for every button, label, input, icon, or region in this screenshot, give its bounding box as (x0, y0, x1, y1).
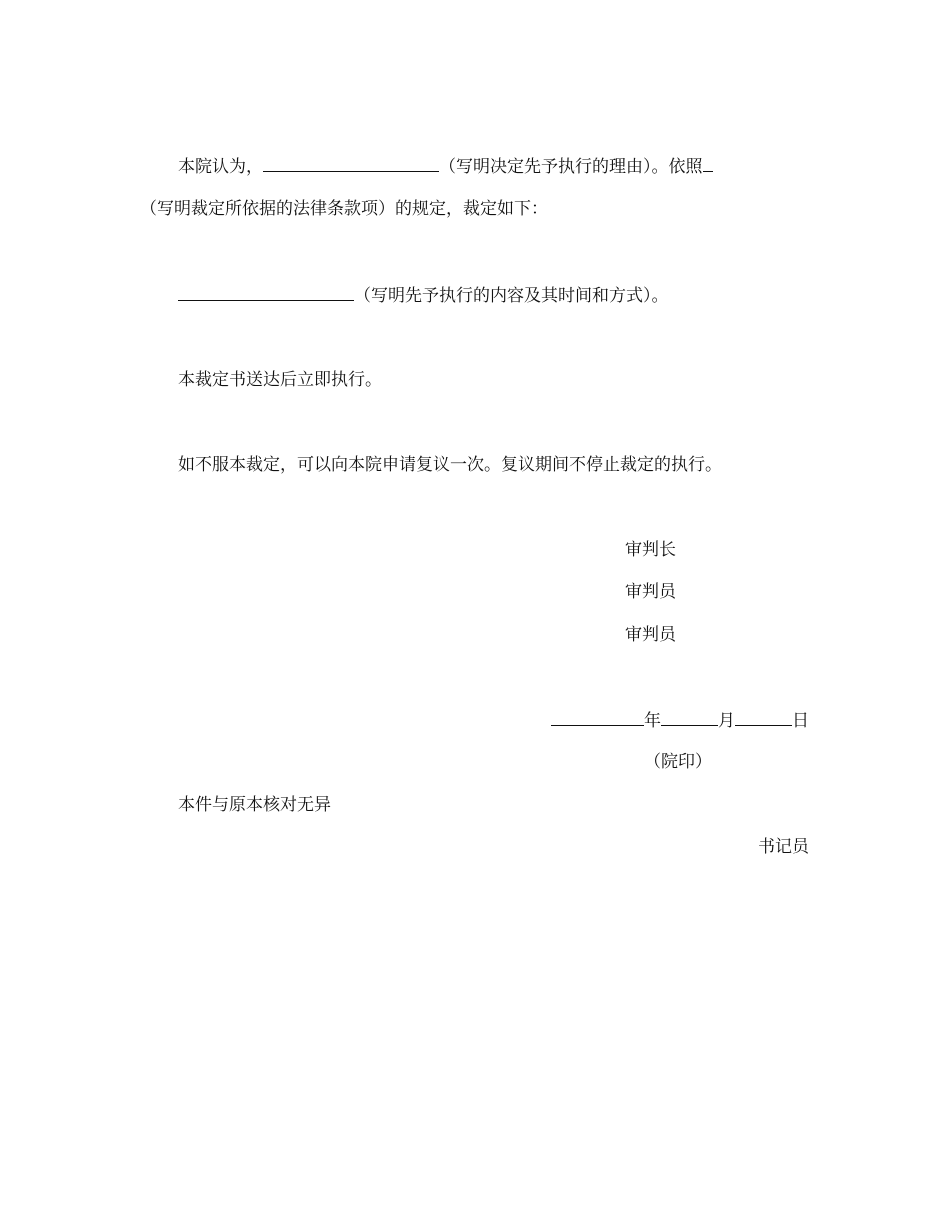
content-line (178, 284, 669, 307)
content-hint: （写明先予执行的内容及其时间和方式）。 (354, 286, 669, 306)
reason-blank (263, 155, 439, 172)
reason-line (178, 155, 713, 178)
basis-blank (703, 155, 713, 172)
basis-line (140, 198, 548, 220)
year-label: 年 (644, 711, 661, 731)
content-blank (178, 284, 354, 301)
reason-hint: （写明决定先予执行的理由）。依照 (439, 157, 703, 177)
reconsideration-statement: 如不服本裁定，可以向本院申请复议一次。复议期间不停止裁定的执行。 (178, 455, 722, 475)
date-line (551, 709, 809, 732)
judge-2-label: 审判员 (625, 625, 676, 645)
day-label: 日 (792, 711, 809, 731)
execution-statement: 本裁定书送达后立即执行。 (178, 370, 382, 390)
month-label: 月 (718, 711, 735, 731)
year-blank (551, 709, 644, 726)
verification-statement: 本件与原本核对无异 (178, 795, 331, 815)
reason-lead: 本院认为， (178, 157, 263, 177)
clerk-label: 书记员 (758, 837, 809, 857)
month-blank (661, 709, 718, 726)
basis-hint: （写明裁定所依据的法律条款项）的规定，裁定如下： (140, 199, 548, 219)
court-seal-label: （院印） (644, 752, 712, 772)
day-blank (735, 709, 792, 726)
judge-1-label: 审判员 (625, 582, 676, 602)
chief-judge-label: 审判长 (625, 540, 676, 560)
